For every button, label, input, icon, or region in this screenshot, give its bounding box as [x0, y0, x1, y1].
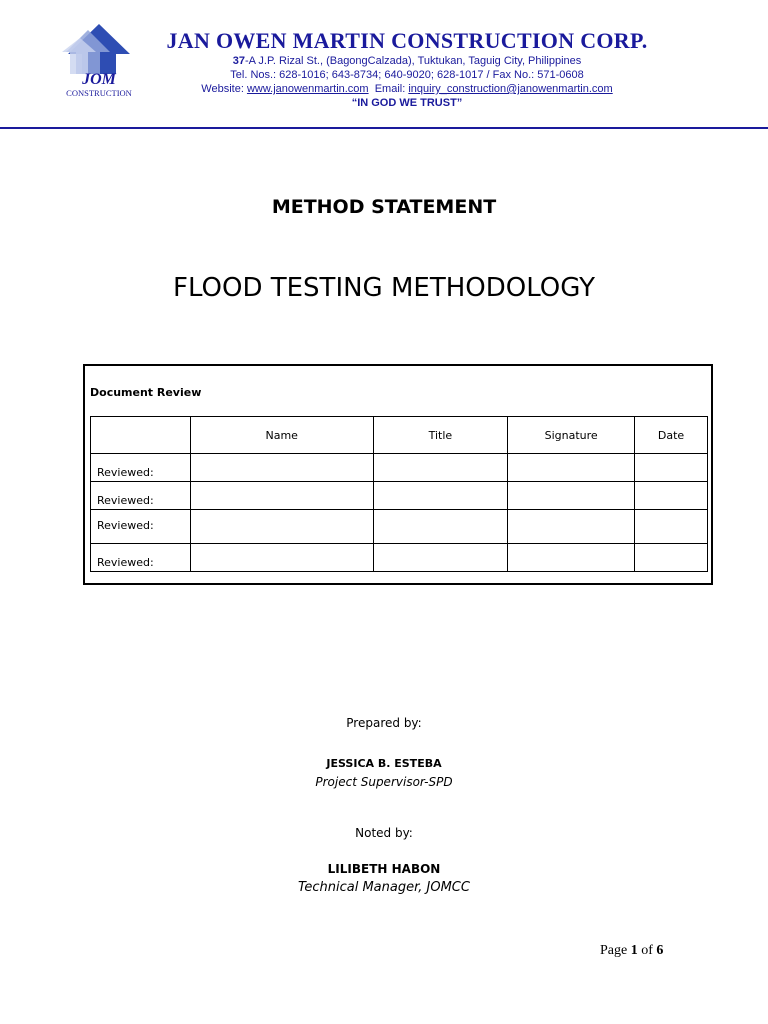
page-current: 1: [630, 943, 638, 958]
email-label: Email:: [368, 83, 409, 95]
noted-by-label: Noted by:: [355, 826, 413, 840]
document-title: FLOOD TESTING METHODOLOGY: [173, 273, 595, 303]
signature-cell: [508, 544, 635, 572]
address-number: 37: [232, 55, 245, 67]
page-total: 6: [656, 943, 664, 958]
row-label: Reviewed:: [91, 482, 191, 510]
document-review-title: Document Review: [90, 386, 202, 399]
signature-cell: [508, 510, 635, 544]
page-of: of: [637, 943, 657, 958]
header-divider: [0, 127, 768, 129]
column-header: [91, 417, 191, 454]
column-header-name: Name: [190, 417, 373, 454]
date-cell: [635, 544, 708, 572]
svg-text:JOM: JOM: [82, 71, 116, 88]
company-web-email: [132, 82, 682, 96]
row-label: Reviewed:: [91, 510, 191, 544]
company-name: JAN OWEN MARTIN CONSTRUCTION CORP.: [166, 28, 648, 53]
date-cell: [635, 454, 708, 482]
name-cell: [190, 482, 373, 510]
document-type: METHOD STATEMENT: [271, 196, 497, 218]
prepared-by-name: JESSICA B. ESTEBA: [326, 757, 442, 770]
column-header-signature: Signature: [508, 417, 635, 454]
table-header-row: [91, 417, 708, 454]
title-cell: [373, 544, 508, 572]
signature-cell: [508, 454, 635, 482]
page-word: Page: [600, 943, 631, 958]
company-logo: [58, 22, 140, 104]
date-cell: [635, 482, 708, 510]
document-review-table: [90, 416, 708, 572]
table-row: [91, 544, 708, 572]
title-cell: [373, 510, 508, 544]
company-phone: Tel. Nos.: 628-1016; 643-8734; 640-9020; 628-1017 / Fax No.: 571-0608: [230, 69, 584, 81]
table-row: [91, 454, 708, 482]
column-header-date: Date: [635, 417, 708, 454]
row-label: Reviewed:: [91, 454, 191, 482]
svg-text:CONSTRUCTION: CONSTRUCTION: [66, 88, 132, 98]
company-motto: “IN GOD WE TRUST”: [351, 97, 463, 109]
noted-by-title: Technical Manager, JOMCC: [298, 880, 470, 895]
name-cell: [190, 510, 373, 544]
name-cell: [190, 454, 373, 482]
signature-cell: [508, 482, 635, 510]
table-row: [91, 510, 708, 544]
noted-by-name: LILIBETH HABON: [327, 862, 441, 876]
website-label: Website:: [201, 83, 247, 95]
title-cell: [373, 482, 508, 510]
page-number: [600, 943, 663, 959]
prepared-by-label: Prepared by:: [346, 716, 422, 730]
website-link[interactable]: www.janowenmartin.com: [246, 83, 369, 95]
email-link[interactable]: inquiry_construction@janowenmartin.com: [408, 83, 613, 95]
column-header-title: Title: [373, 417, 508, 454]
table-row: [91, 482, 708, 510]
company-address: [132, 54, 682, 68]
date-cell: [635, 510, 708, 544]
name-cell: [190, 544, 373, 572]
title-cell: [373, 454, 508, 482]
prepared-by-title: Project Supervisor-SPD: [315, 775, 453, 789]
address-text: -A J.P. Rizal St., (BagongCalzada), Tuktukan, Taguig City, Philippines: [244, 55, 582, 67]
row-label: Reviewed:: [91, 544, 191, 572]
